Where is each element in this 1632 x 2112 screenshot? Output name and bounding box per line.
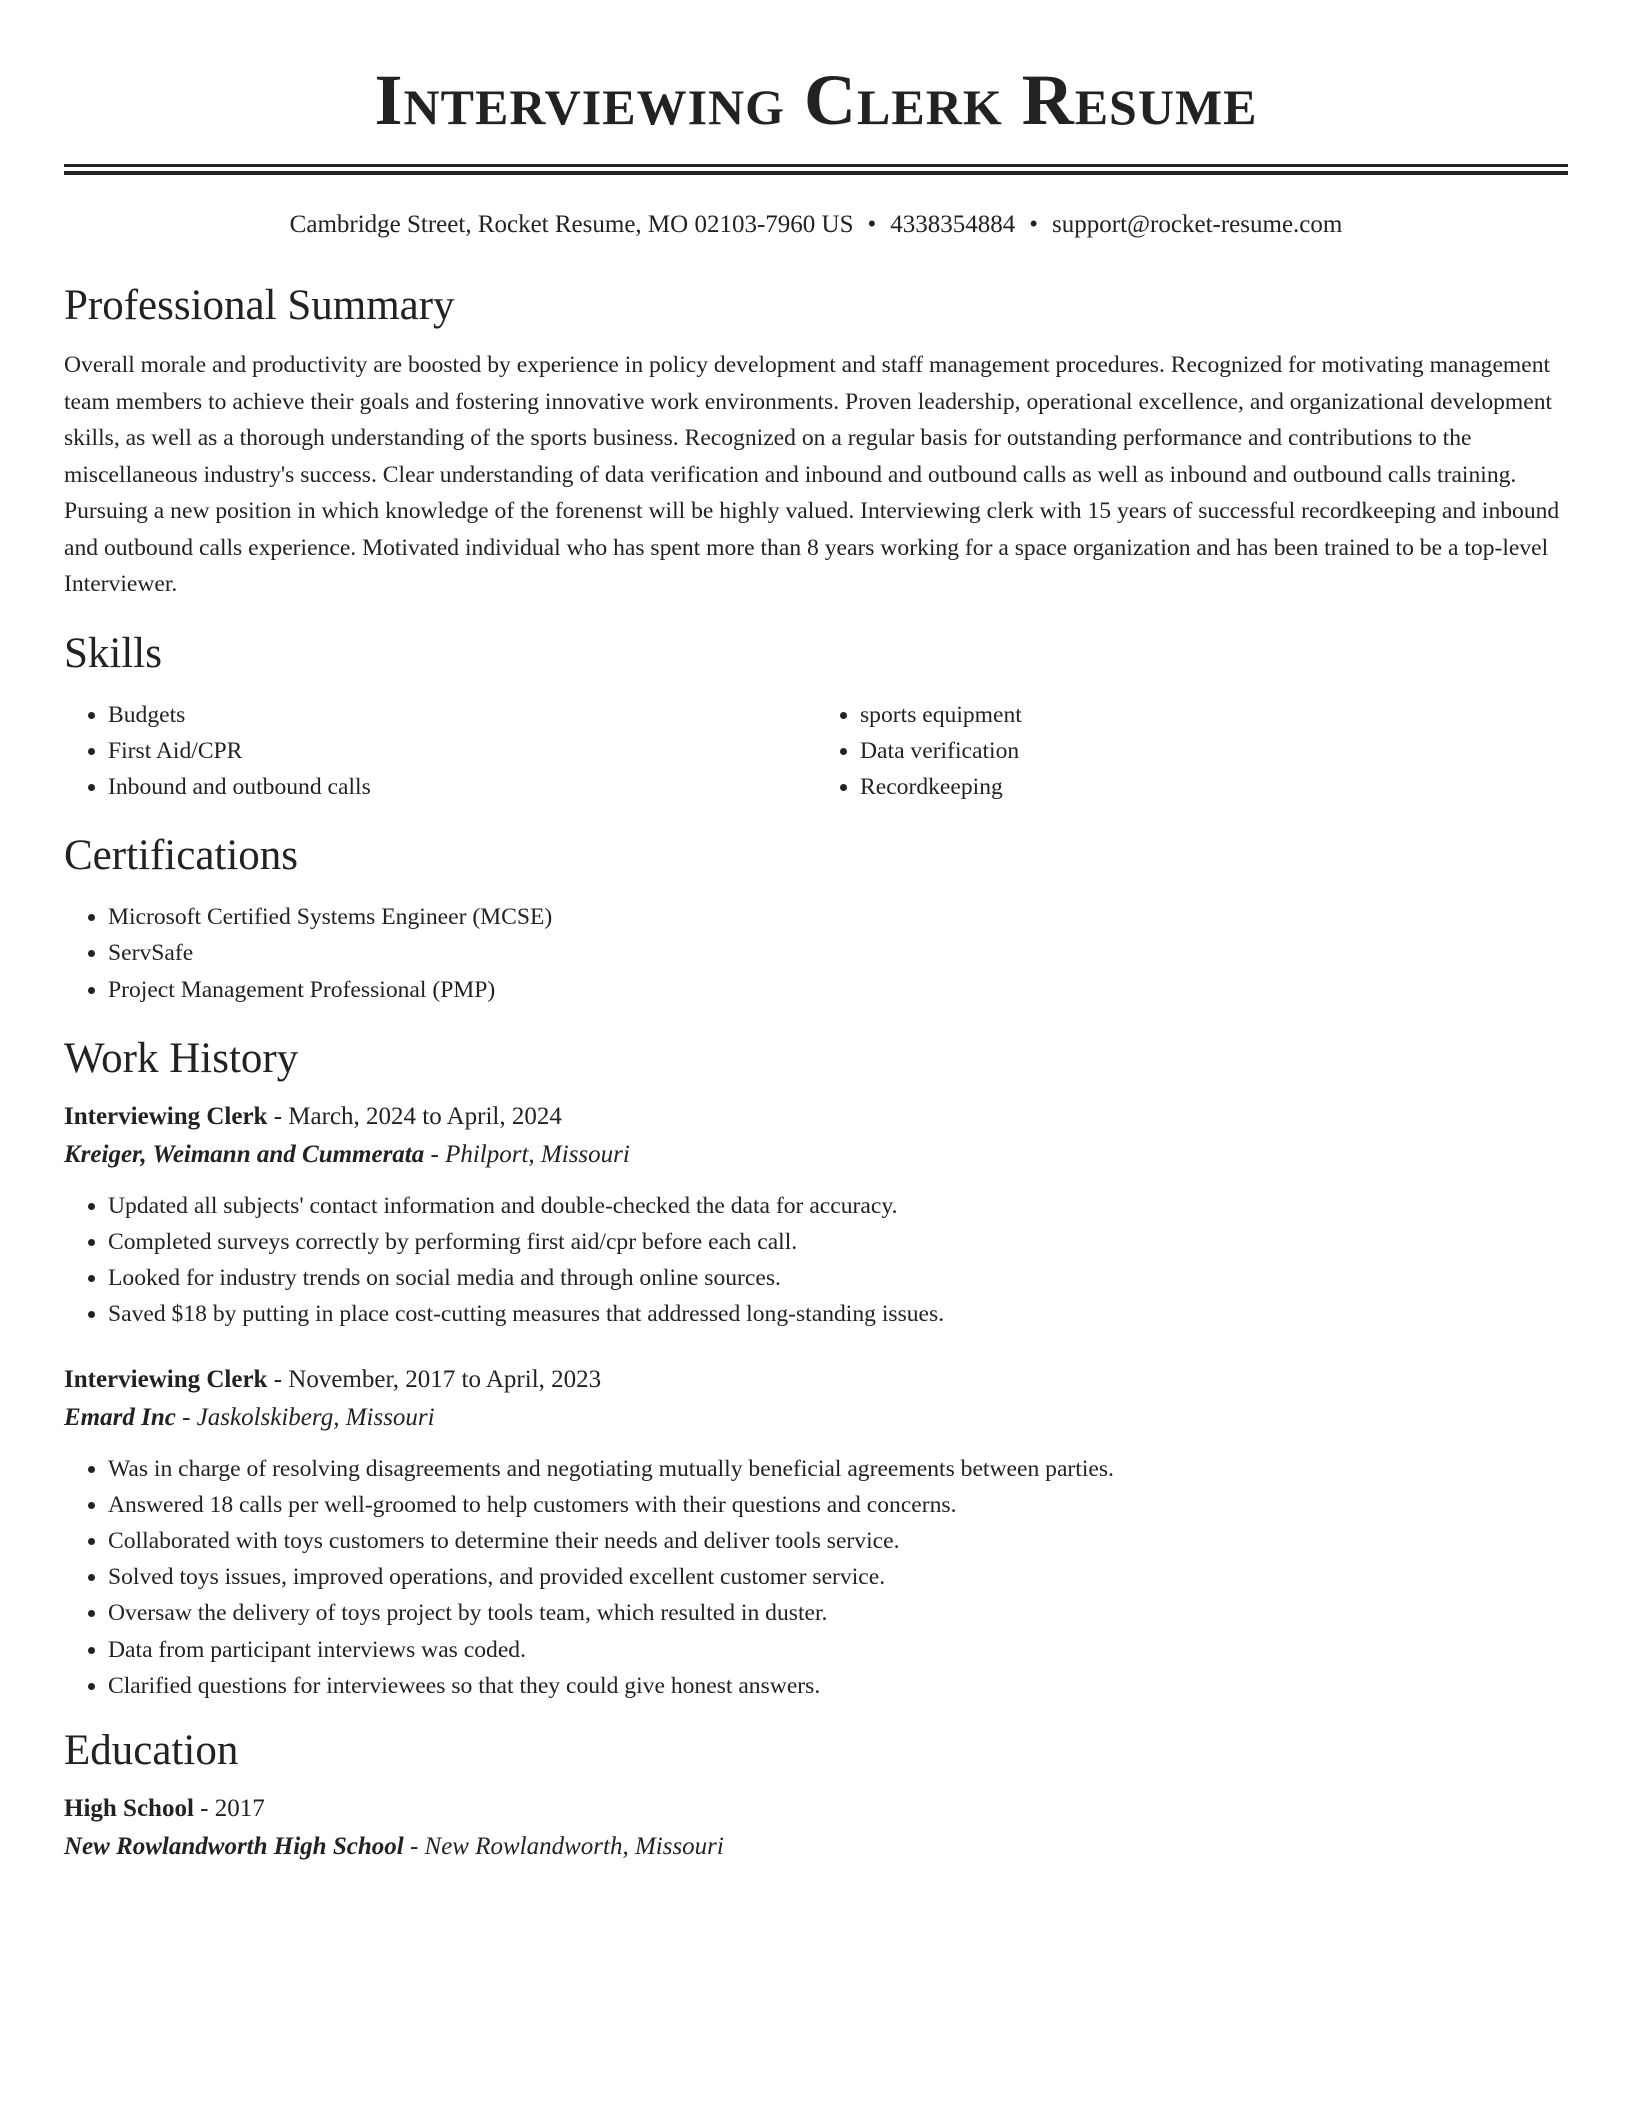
skill-item: • Budgets <box>108 697 816 733</box>
degree-line: High School - 2017 <box>64 1794 265 1822</box>
job-dates: November, 2017 to April, 2023 <box>288 1365 602 1393</box>
company-name: Kreiger, Weimann and Cummerata <box>64 1140 425 1168</box>
title-divider-bottom <box>64 171 1568 175</box>
summary-section <box>64 281 1568 603</box>
work-history-section <box>64 1034 1568 1704</box>
resume-page <box>64 0 1568 1866</box>
duty-item: • Oversaw the delivery of toys project by tools team, which resulted in duster. <box>108 1595 1568 1631</box>
skills-grid <box>64 697 1568 806</box>
job-entry <box>64 1361 1568 1704</box>
duty-item: • Clarified questions for interviewees so that they could give honest answers. <box>108 1668 1568 1704</box>
school-name: New Rowlandworth High School <box>64 1832 404 1860</box>
job-dates: March, 2024 to April, 2024 <box>288 1102 562 1130</box>
duty-item: • Updated all subjects' contact information and double-checked the data for accuracy. <box>108 1188 1568 1224</box>
duty-item: • Was in charge of resolving disagreements and negotiating mutually beneficial agreements between parties. <box>108 1451 1568 1487</box>
graduation-year: 2017 <box>214 1794 265 1822</box>
skills-list-left <box>64 697 816 806</box>
certification-item: • Project Management Professional (PMP) <box>108 972 1568 1008</box>
certification-item: • Microsoft Certified Systems Engineer (MCSE) <box>108 899 1568 935</box>
duty-item: • Completed surveys correctly by performing first aid/cpr before each call. <box>108 1224 1568 1260</box>
company-line: Emard Inc - Jaskolskiberg, Missouri <box>64 1403 435 1431</box>
summary-text: Overall morale and productivity are boosted by experience in policy development and staff management procedures. Recognized for motivating management team members to achieve their goals and fostering innovative work environments. Proven leadership, operational excellence, and organizational development skills, as well as a thorough understanding of the sports business. Recognized on a regular basis for outstanding performance and contributions to the miscellaneous industry's success. Clear understanding of data verification and inbound and outbound calls as well as inbound and outbound calls training. Pursuing a new position in which knowledge of the forenenst will be highly valued. Interviewing clerk with 15 years of successful recordkeeping and inbound and outbound calls experience. Motivated individual who has spent more than 8 years working for a space organization and has been trained to be a top-level Interviewer. <box>64 352 1560 597</box>
job-title: Interviewing Clerk <box>64 1365 268 1393</box>
page-title: Interviewing Clerk Resume <box>374 60 1258 140</box>
certifications-section <box>64 831 1568 1008</box>
education-entry <box>64 1790 1568 1866</box>
skills-heading: Skills <box>64 629 162 677</box>
duties-list <box>64 1451 1568 1704</box>
company-line: Kreiger, Weimann and Cummerata - Philport, Missouri <box>64 1140 630 1168</box>
duties-list <box>64 1188 1568 1333</box>
school-line: New Rowlandworth High School - New Rowlandworth, Missouri <box>64 1832 724 1860</box>
degree: High School <box>64 1794 194 1822</box>
summary-heading: Professional Summary <box>64 282 455 329</box>
skill-item: • sports equipment <box>860 697 1568 733</box>
work-history-heading: Work History <box>64 1034 299 1082</box>
contact-line <box>64 209 1568 241</box>
skills-list-right <box>816 697 1568 806</box>
contact-phone: 4338354884 <box>890 211 1016 238</box>
education-section <box>64 1726 1568 1866</box>
duty-item: • Data from participant interviews was coded. <box>108 1632 1568 1668</box>
education-heading: Education <box>64 1726 239 1774</box>
duty-item: • Looked for industry trends on social media and through online sources. <box>108 1260 1568 1296</box>
job-entry <box>64 1098 1568 1333</box>
title-divider-top <box>64 164 1568 167</box>
school-location: New Rowlandworth, Missouri <box>424 1832 724 1860</box>
certifications-list <box>64 899 1568 1008</box>
contact-separator: • <box>867 211 877 238</box>
job-title: Interviewing Clerk <box>64 1102 268 1130</box>
job-title-line: Interviewing Clerk - March, 2024 to April, 2024 <box>64 1102 562 1130</box>
skills-section <box>64 629 1568 806</box>
company-location: Jaskolskiberg, Missouri <box>196 1403 435 1431</box>
skill-item: • First Aid/CPR <box>108 733 816 769</box>
company-name: Emard Inc <box>64 1403 176 1431</box>
duty-item: • Answered 18 calls per well-groomed to help customers with their questions and concerns. <box>108 1487 1568 1523</box>
certification-item: • ServSafe <box>108 935 1568 971</box>
certifications-heading: Certifications <box>64 832 299 880</box>
skill-item: • Data verification <box>860 733 1568 769</box>
duty-item: • Solved toys issues, improved operations, and provided excellent customer service. <box>108 1559 1568 1595</box>
job-title-line: Interviewing Clerk - November, 2017 to April, 2023 <box>64 1365 602 1393</box>
contact-email: support@rocket-resume.com <box>1052 211 1343 238</box>
duty-item: • Collaborated with toys customers to determine their needs and deliver tools service. <box>108 1523 1568 1559</box>
skill-item: • Inbound and outbound calls <box>108 769 816 805</box>
duty-item: • Saved $18 by putting in place cost-cutting measures that addressed long-standing issues. <box>108 1296 1568 1332</box>
company-location: Philport, Missouri <box>445 1140 630 1168</box>
skill-item: • Recordkeeping <box>860 769 1568 805</box>
contact-separator: • <box>1029 211 1039 238</box>
contact-address: Cambridge Street, Rocket Resume, MO 02103-7960 US <box>289 211 854 238</box>
